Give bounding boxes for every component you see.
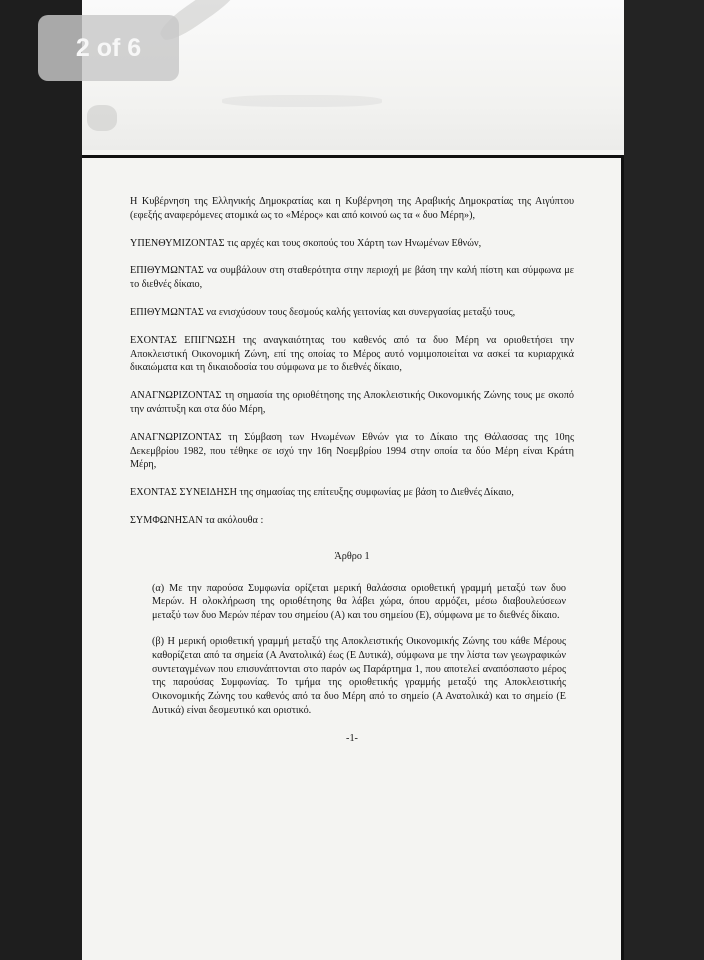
paragraph-text: τη σημασία της οριοθέτησης της Αποκλειστικής Οικονομικής Ζώνης τους με σκοπό την ανάπτυξη και στα δύο Μέρη, <box>130 390 574 415</box>
scan-smudge <box>87 105 117 131</box>
paragraph-lead: ΕΧΟΝΤΑΣ ΣΥΝΕΙΔΗΣΗ <box>130 487 237 499</box>
viewer-left-margin <box>0 0 82 960</box>
paragraph-lead: ΕΧΟΝΤΑΣ ΕΠΙΓΝΩΣΗ <box>130 334 236 346</box>
scan-border-right <box>621 155 624 960</box>
scan-border-top <box>82 155 624 158</box>
recital-paragraph <box>130 389 574 417</box>
recital-paragraph <box>130 431 574 472</box>
paragraph-text: να ενισχύσουν τους δεσμούς καλής γειτονίας και συνεργασίας μεταξύ τους, <box>203 306 516 318</box>
recital-paragraph <box>130 264 574 292</box>
document-page <box>82 0 624 960</box>
paragraph-text: της αναγκαιότητας του καθενός από τα δυο Μέρη να οριοθετήσει την Αποκλειστική Οικονομική Ζώνη, επί της οποίας το Μέρος αυτό νομιμοποιείται να ασκεί τα κυριαρχικά δικαιώματα και τη δικαιοδοσία του σύμφωνα με το διεθνές δίκαιο, <box>130 334 574 374</box>
paragraph-text: της σημασίας της επίτευξης συμφωνίας με βάση το Διεθνές Δίκαιο, <box>237 487 514 499</box>
paragraph-lead: ΥΠΕΝΘΥΜΙΖΟΝΤΑΣ <box>130 237 225 249</box>
article-title: Άρθρο 1 <box>334 550 370 562</box>
paragraph-lead: ΑΝΑΓΝΩΡΙΖΟΝΤΑΣ <box>130 431 222 443</box>
scan-smudge <box>222 95 382 107</box>
recital-paragraph <box>130 237 574 251</box>
recital-paragraph <box>130 306 574 320</box>
paragraph-lead: ΕΠΙΘΥΜΩΝΤΑΣ <box>130 306 204 318</box>
article-clause: (β) Η μερική οριοθετική γραμμή μεταξύ της Αποκλειστικής Οικονομικής Ζώνης του κάθε Μέρους καθορίζεται από τα σημεία (Α Ανατολικά) έως (Ε Δυτικά), σύμφωνα με την λίστα των γεωγραφικών συντεταγμένων που επισυνάπτονται στο παρόν ως Παράρτημα 1, που αποτελεί αναπόσπαστο μέρος της παρούσας Συμφωνίας. Το τμήμα της οριοθετικής γραμμής μεταξύ της Αποκλειστικής Οικονομικής Ζώνης του καθενός από τα δυο Μέρη από το σημείο (Α Ανατολικά) και το σημείο (Ε Δυτικά) είναι δεσμευτικό και οριστικό. <box>152 635 566 716</box>
recital-paragraph <box>130 334 574 375</box>
document-body <box>130 195 574 746</box>
page-number: -1- <box>346 732 358 744</box>
paragraph-lead: ΑΝΑΓΝΩΡΙΖΟΝΤΑΣ <box>130 390 222 402</box>
article-clause: (α) Με την παρούσα Συμφωνία ορίζεται μερική θαλάσσια οριοθετική γραμμή μεταξύ των δυο Μερών. Η ολοκλήρωση της οριοθέτησης θα λάβει χώρα, όπου αρμόζει, μέσω διαβουλεύσεων μεταξύ των δυο Μερών πέραν του σημείου (Α) και του σημείου (Ε), σύμφωνα με το διεθνές δίκαιο. <box>152 582 566 622</box>
paragraph-text: Η Κυβέρνηση της Ελληνικής Δημοκρατίας και η Κυβέρνηση της Αραβικής Δημοκρατίας της Αιγύπτου (εφεξής αναφερόμενες ατομικά ως το «Μέρος» και από κοινού ως τα « δυο Μέρη»), <box>130 196 574 221</box>
agreement-paragraph <box>130 514 574 528</box>
paragraph-text: τις αρχές και τους σκοπούς του Χάρτη των Ηνωμένων Εθνών, <box>224 237 482 249</box>
page-counter-badge: 2 of 6 <box>38 15 179 81</box>
paragraph-lead: ΕΠΙΘΥΜΩΝΤΑΣ <box>130 265 204 277</box>
viewer-right-margin <box>624 0 704 960</box>
paragraph-lead: ΣΥΜΦΩΝΗΣΑΝ <box>130 514 203 526</box>
recital-paragraph <box>130 486 574 500</box>
preamble-paragraph <box>130 195 574 223</box>
paragraph-text: τα ακόλουθα : <box>202 514 264 526</box>
paragraph-text: τη Σύμβαση των Ηνωμένων Εθνών για το Δίκαιο της Θάλασσας της 10ης Δεκεμβρίου 1982, που τέθηκε σε ισχύ την 16η Νοεμβρίου 1994 στην οποία τα δύο Μέρη είναι Κράτη Μέρη, <box>130 431 574 471</box>
paragraph-text: να συμβάλουν στη σταθερότητα στην περιοχή με βάση την καλή πίστη και σύμφωνα με το διεθνές δίκαιο, <box>130 265 574 291</box>
